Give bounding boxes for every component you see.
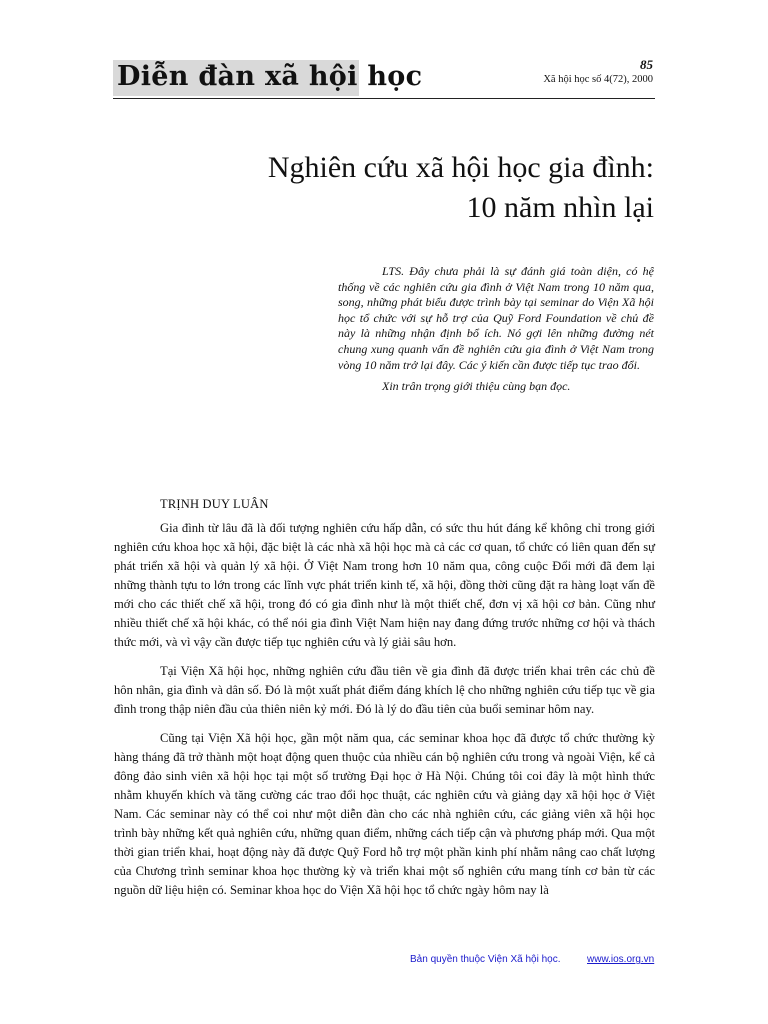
issue-info: Xã hội học số 4(72), 2000 [543,74,653,85]
body-paragraph-2: Tại Viện Xã hội học, những nghiên cứu đầu tiên về gia đình đã được triển khai trên các chủ đề hôn nhân, gia đình và dân số. Đó là một xuất phát điểm đáng khích lệ cho những nghiên cứu tiếp tục về gia đình trong thập niên đầu của thiên niên kỷ mới. Đó là lý do đầu tiên của buổi seminar hôm nay. [114,664,655,716]
abstract-text: LTS. Đây chưa phải là sự đánh giá toàn diện, có hệ thống về các nghiên cứu gia đình ở Việt Nam trong 10 năm qua, song, những phát biểu được trình bày tại seminar do Viện Xã hội học tổ chức với sự hỗ trợ của Quỹ Ford Foundation về chủ đề này là những nhận định bổ ích. Nó gợi lên những đường nét chung xung quanh vấn đề nghiên cứu gia đình ở Việt Nam trong vòng 10 năm trở lại đây. Các ý kiến cần được tiếp tục trao đổi. [338,264,654,372]
body-paragraph-1: Gia đình từ lâu đã là đối tượng nghiên cứu hấp dẫn, có sức thu hút đáng kể không chỉ trong giới nghiên cứu khoa học xã hội, đặc biệt là các nhà xã hội học mà cả các cơ quan, tổ chức có liên quan đến sự phát triển xã hội và quản lý xã hội. Ở Việt Nam trong hơn 10 năm qua, công cuộc Đổi mới đã đem lại những thành tựu to lớn trong các lĩnh vực phát triển kinh tế, xã hội, đồng thời cũng đặt ra hàng loạt vấn đề mới cho các thiết chế xã hội, trong đó có gia đình như là một thiết chế, đơn vị xã hội cơ bản. Cũng như nhiều thiết chế xã hội khác, có thể nói gia đình Việt Nam hiện nay đang đứng trước những cơ hội và thách thức mới, và vì vậy cần được tiếp tục nghiên cứu và lý giải sâu hơn. [114,521,655,649]
abstract-closing: Xin trân trọng giới thiệu cùng bạn đọc. [382,379,571,394]
header-rule [113,98,655,99]
footer-link[interactable]: www.ios.org.vn [587,954,655,965]
article-body [114,519,655,910]
masthead [113,60,423,96]
body-paragraph-3: Cũng tại Viện Xã hội học, gần một năm qua, các seminar khoa học đã được tổ chức thường kỳ hàng tháng đã trở thành một hoạt động quen thuộc của nhiều cán bộ nghiên cứu trong và ngoài Viện, kể cả đông đảo sinh viên xã hội học tại một số trường Đại học ở Hà Nội. Chúng tôi coi đây là một hình thức nhằm khuyến khích và tăng cường các trao đổi học thuật, các nghiên cứu và giảng dạy xã hội học ở Việt Nam. Các seminar này có thể coi như một diễn đàn cho các nhà nghiên cứu, các giảng viên xã hội học trình bày những kết quả nghiên cứu, những quan điểm, những cách tiếp cận và phương pháp mới. Qua một thời gian triển khai, hoạt động này đã được Quỹ Ford hỗ trợ một phần kinh phí nhằm nâng cao chất lượng của Chương trình seminar khoa học thường kỳ và triển khai một số nghiên cứu mang tính cơ bản từ các nguồn dữ liệu hiện có. Seminar khoa học do Viện Xã hội học tổ chức ngày hôm nay là [114,731,655,897]
title-line-2: 10 năm nhìn lại [466,191,654,224]
footer-copyright: Bản quyền thuộc Viện Xã hội học. [410,954,561,965]
author-name: TRỊNH DUY LUÂN [160,497,269,511]
title-line-1: Nghiên cứu xã hội học gia đình: [267,151,654,184]
article-title [268,148,654,228]
masthead-title: Diễn đàn xã hội học [117,61,423,92]
editor-note [338,264,654,395]
page-number: 85 [640,57,653,72]
